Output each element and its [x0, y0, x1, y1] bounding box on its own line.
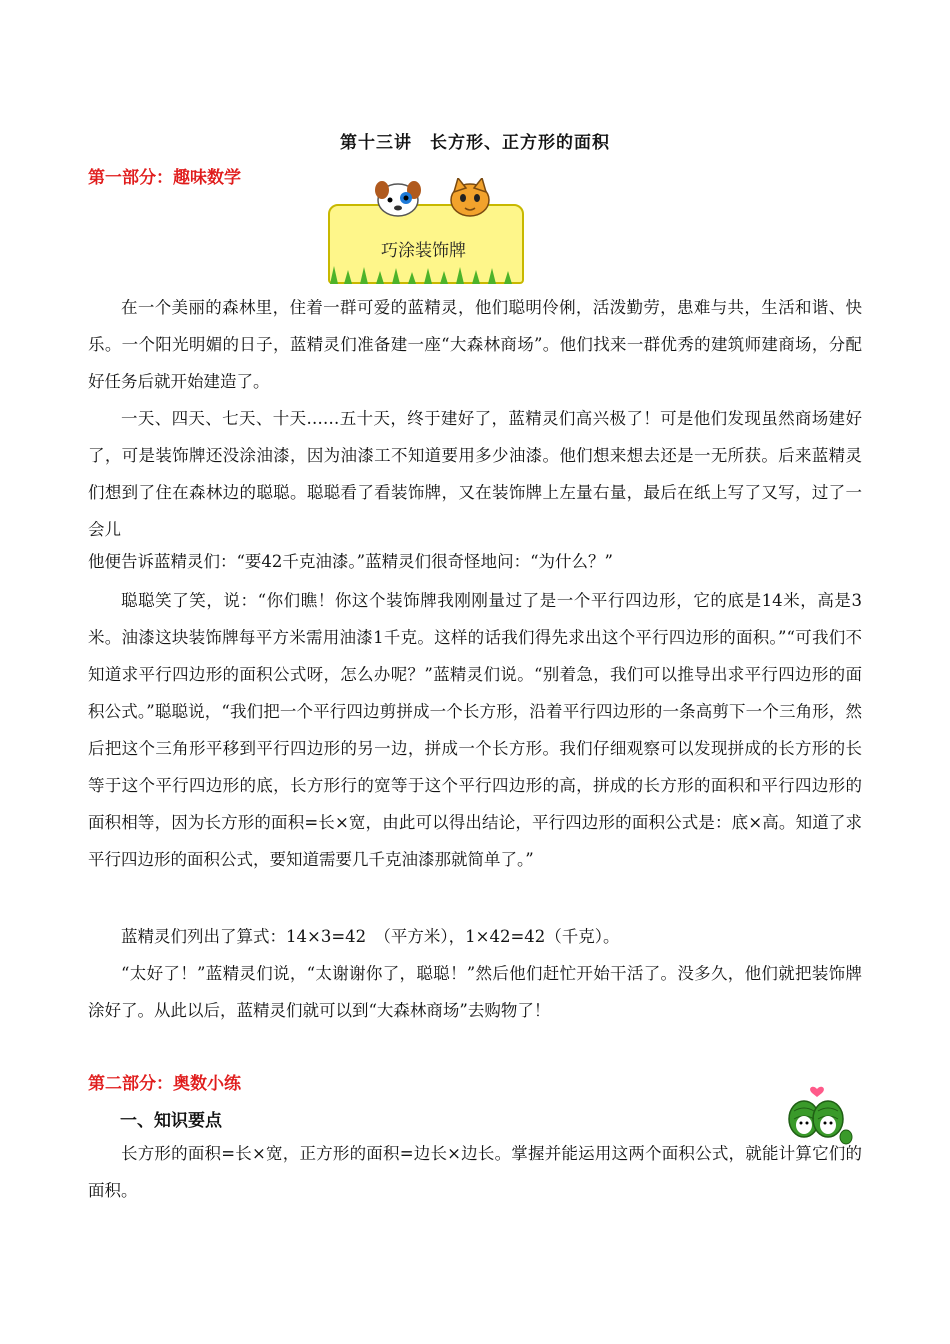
- sign-illustration: [320, 178, 527, 284]
- knowledge-paragraph: 长方形的面积=长×宽，正方形的面积=边长×边长。掌握并能运用这两个面积公式，就能计算它们的面积。: [88, 1144, 862, 1200]
- story-paragraph-3: 聪聪笑了笑，说：“你们瞧！你这个装饰牌我刚刚量过了是一个平行四边形，它的底是14米，高是3米。油漆这块装饰牌每平方米需用油漆1千克。这样的话我们得先求出这个平行四边形的面积。”“可我们不知道求平行四边形的面积公式呀，怎么办呢？”蓝精灵们说。“别着急，我们可以推导出求平行四边形的面积公式。”聪聪说，“我们把一个平行四边剪拼成一个长方形，沿着平行四边形的一条高剪下一个三角形，然后把这个三角形平移到平行四边形的另一边，拼成一个长方形。我们仔细观察可以发现拼成的长方形的长等于这个平行四边形的底，长方形行的宽等于这个平行四边形的高，拼成的长方形的面积和平行四边形的面积相等，因为长方形的面积=长×宽，由此可以得出结论，平行四边形的面积公式是：底×高。知道了求平行四边形的面积公式，要知道需要几千克油漆那就简单了。”: [88, 591, 862, 869]
- story-paragraph-4: 蓝精灵们列出了算式：14×3=42 （平方米），1×42=42（千克）。: [121, 927, 620, 946]
- knowledge-points-heading: 一、知识要点: [120, 1111, 222, 1131]
- section-heading-olympiad-practice: 第二部分：奥数小练: [88, 1074, 241, 1094]
- animals-icon: [320, 178, 527, 284]
- page-title: 第十三讲 长方形、正方形的面积: [340, 133, 610, 153]
- story-paragraph-2: 一天、四天、七天、十天……五十天，终于建好了，蓝精灵们高兴极了！可是他们发现虽然商场建好了，可是装饰牌还没涂油漆，因为油漆工不知道要用多少油漆。他们想来想去还是一无所获。后来蓝精灵们想到了住在森林边的聪聪。聪聪看了看装饰牌，又在装饰牌上左量右量，最后在纸上写了又写，过了一会儿: [88, 409, 862, 539]
- section-heading-fun-math: 第一部分：趣味数学: [88, 168, 241, 188]
- story-paragraph-1: 在一个美丽的森林里，住着一群可爱的蓝精灵，他们聪明伶俐，活泼勤劳，患难与共，生活和谐、快乐。一个阳光明媚的日子，蓝精灵们准备建一座“大森林商场”。他们找来一群优秀的建筑师建商场，分配好任务后就开始建造了。: [88, 298, 862, 391]
- sign-label: 巧涂装饰牌: [381, 241, 466, 261]
- story-paragraph-5: “太好了！”蓝精灵们说，“太谢谢你了，聪聪！”然后他们赶忙开始干活了。没多久，他们就把装饰牌涂好了。从此以后，蓝精灵们就可以到“大森林商场”去购物了！: [88, 964, 862, 1020]
- story-paragraph-2-continued: 他便告诉蓝精灵们：“要42千克油漆。”蓝精灵们很奇怪地问：“为什么？”: [88, 552, 613, 571]
